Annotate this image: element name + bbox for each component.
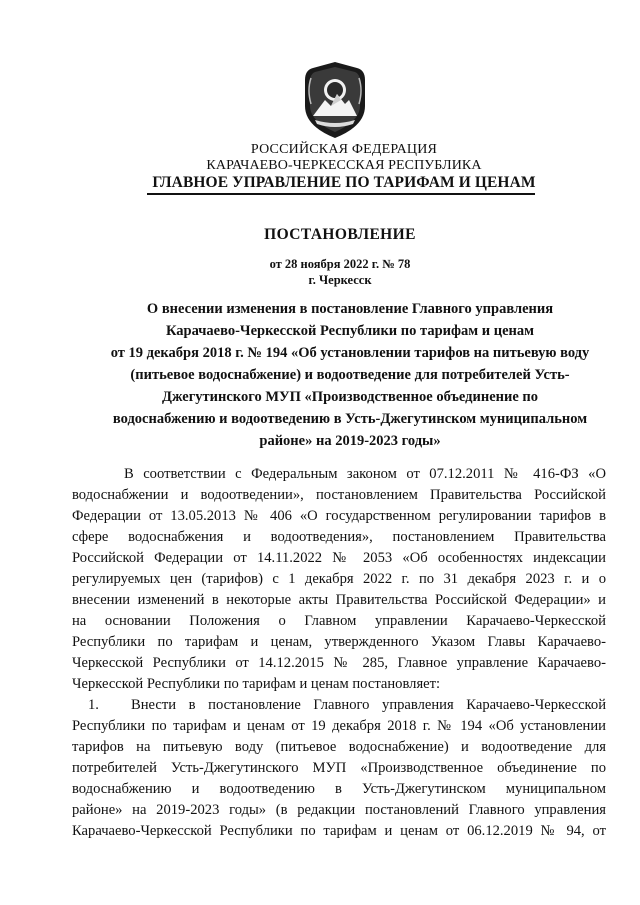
title-line: от 19 декабря 2018 г. № 194 «Об установлении тарифов на питьевую воду (110, 345, 590, 361)
item-line: Карачаево-Черкесской Республики по тарифам и ценам от 06.12.2019 № 94, от (72, 823, 606, 839)
preamble-line: Республики по тарифам и ценам, утвержденного Указом Главы Карачаево- (72, 634, 606, 650)
preamble-line: внесении изменений в некоторые акты Правительства Российской Федерации» и (72, 592, 606, 608)
item-line: тарифов на питьевую воду (питьевое водоснабжение) и водоотведение для (72, 739, 606, 755)
item-line: водоснабжению и водоотведению в Усть-Джегутинском муниципальном (72, 781, 606, 797)
document-date: от 28 ноября 2022 г. № 78 (269, 257, 411, 271)
item-line: районе» на 2019-2023 годы» (в редакции постановлений Главного управления (72, 802, 606, 818)
item-line: потребителей Усть-Джегутинского МУП «Производственное объединение по (72, 760, 606, 776)
preamble-line: Федерации от 13.05.2013 № 406 «О государственном регулировании тарифов в (72, 508, 606, 524)
preamble-line: сфере водоснабжения и водоотведения», постановлением Правительства (72, 529, 606, 545)
title-line: О внесении изменения в постановление Главного управления (146, 301, 554, 317)
preamble-line: Черкесской Республики от 14.12.2015 № 285, Главное управление Карачаево- (72, 655, 606, 671)
header-republic: КАРАЧАЕВО-ЧЕРКЕССКАЯ РЕСПУБЛИКА (206, 158, 482, 173)
preamble-line: Черкесской Республики по тарифам и ценам постановляет: (72, 676, 441, 692)
title-line: водоснабжению и водоотведению в Усть-Джегутинском муниципальном (112, 411, 588, 427)
item-line: Республики по тарифам и ценам от 19 декабря 2018 г. № 194 «Об установлении (72, 718, 606, 734)
header-country: РОССИЙСКАЯ ФЕДЕРАЦИЯ (250, 142, 438, 157)
preamble-line: Российской Федерации от 14.11.2022 № 2053 «Об особенностях индексации (72, 550, 606, 566)
title-line: (питьевое водоснабжение) и водоотведение для потребителей Усть- (130, 367, 570, 383)
title-line: районе» на 2019-2023 годы» (259, 433, 441, 449)
preamble-line: водоснабжении и водоотведении», постановлением Правительства Российской (72, 487, 606, 503)
title-line: Джегутинского МУП «Производственное объединение по (161, 389, 539, 405)
preamble-line: регулируемых цен (тарифов) с 1 декабря 2022 г. по 31 декабря 2023 г. и о (72, 571, 606, 587)
title-line: Карачаево-Черкесской Республики по тарифам и ценам (165, 323, 535, 339)
document-city: г. Черкесск (308, 273, 372, 287)
preamble-line: на основании Положения о Главном управлении Карачаево-Черкесской (72, 613, 606, 629)
item-number: 1. (88, 697, 99, 713)
document-type: ПОСТАНОВЛЕНИЕ (264, 226, 416, 243)
coat-of-arms-icon (297, 60, 373, 140)
preamble-line: В соответствии с Федеральным законом от 07.12.2011 № 416-ФЗ «О (124, 466, 606, 482)
item-line: Внести в постановление Главного управления Карачаево-Черкесской (131, 697, 606, 713)
header-divider (147, 193, 535, 195)
header-agency: ГЛАВНОЕ УПРАВЛЕНИЕ ПО ТАРИФАМ И ЦЕНАМ (152, 174, 536, 191)
